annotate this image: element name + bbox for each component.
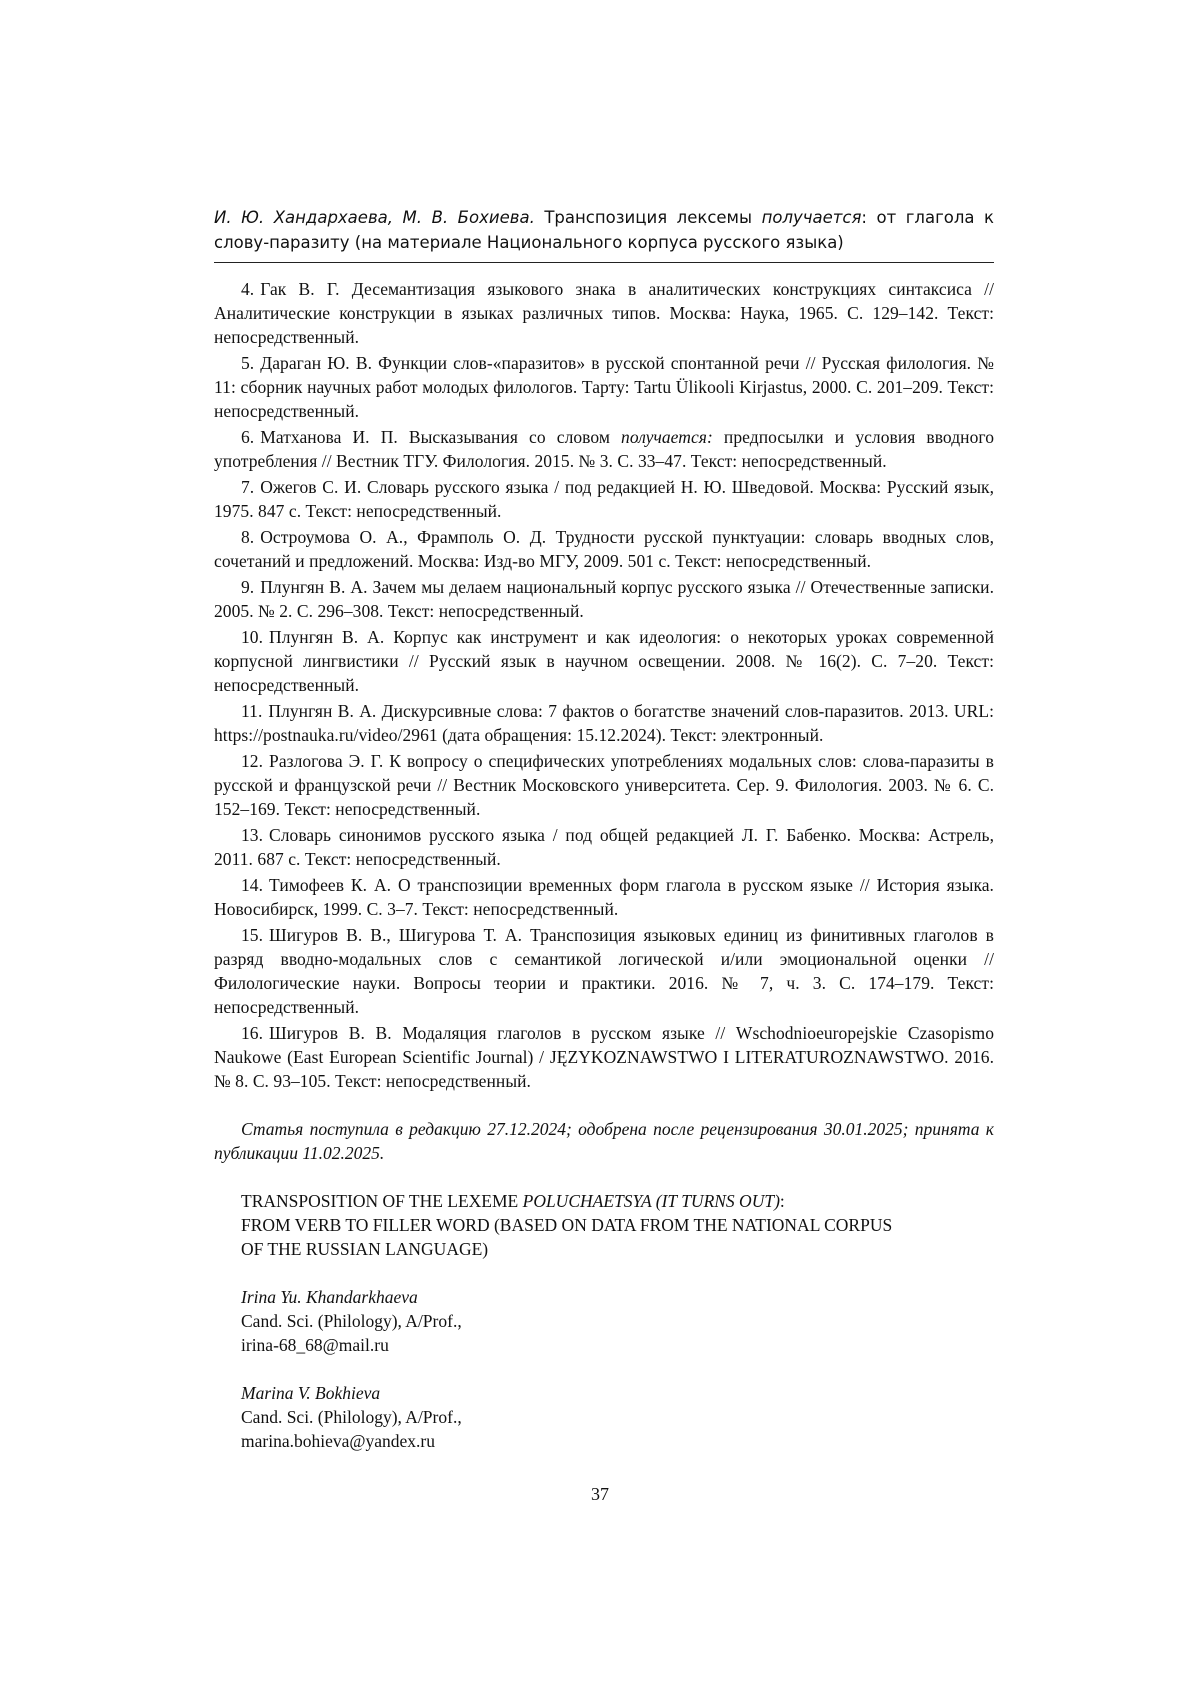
reference-number: 12. <box>241 751 263 771</box>
reference-item <box>214 699 994 747</box>
author-block <box>241 1285 994 1357</box>
reference-number: 16. <box>241 1023 263 1043</box>
reference-number: 14. <box>241 875 263 895</box>
author-name: Irina Yu. Khandarkhaeva <box>241 1285 994 1309</box>
reference-text: Тимофеев К. А. О транспозиции временных форм глагола в русском языке // История языка. Новосибирск, 1999. С. 3–7. Текст: непосредственный. <box>214 875 994 919</box>
reference-text: Дараган Ю. В. Функции слов-«паразитов» в русской спонтанной речи // Русская филология. № 11: сборник научных работ молодых филологов. Тарту: Tartu Ülikooli Kirjastus, 2000. С. 201–209. Текст: непосредственный. <box>214 353 994 421</box>
reference-item <box>214 823 994 871</box>
author-degree: Cand. Sci. (Philology), A/Prof., <box>241 1405 994 1429</box>
reference-text: предпосылки и условия вводного употребления // Вестник ТГУ. Филология. 2015. № 3. С. 33–47. Текст: непосредственный. <box>214 427 994 471</box>
running-header <box>214 205 994 255</box>
author-name: Marina V. Bokhieva <box>241 1381 994 1405</box>
header-authors: И. Ю. Хандархаева, М. В. Бохиева. <box>214 208 535 227</box>
reference-number: 6. <box>241 427 254 447</box>
header-title-part2: : от глагола к слову-паразиту (на материале Национального корпуса русского языка) <box>214 208 994 252</box>
reference-item <box>214 525 994 573</box>
header-title-part1: Транспозиция лексемы <box>535 208 762 227</box>
reference-number: 13. <box>241 825 263 845</box>
reference-item <box>214 749 994 821</box>
reference-item <box>214 625 994 697</box>
reference-text: Разлогова Э. Г. К вопросу о специфических употреблениях модальных слов: слова-паразиты в русской и французской речи // Вестник Московского университета. Сер. 9. Филология. 2003. № 6. С. 152–169. Текст: непосредственный. <box>214 751 994 819</box>
reference-italic-term: получается: <box>621 427 713 447</box>
english-title-line: FROM VERB TO FILLER WORD (BASED ON DATA FROM THE NATIONAL CORPUS <box>241 1213 994 1237</box>
reference-text: Шигуров В. В., Шигурова Т. А. Транспозиция языковых единиц из финитивных глаголов в разряд вводно-модальных слов с семантикой логической и/или эмоциональной оценки // Филологические науки. Вопросы теории и практики. 2016. № 7, ч. 3. С. 174–179. Текст: непосредственный. <box>214 925 994 1017</box>
english-title-colon: : <box>780 1191 785 1211</box>
reference-number: 7. <box>241 477 254 497</box>
reference-text: Плунгян В. А. Корпус как инструмент и как идеология: о некоторых уроках современной корпусной лингвистики // Русский язык в научном освещении. 2008. № 16(2). С. 7–20. Текст: непосредственный. <box>214 627 994 695</box>
reference-item <box>214 425 994 473</box>
english-abstract-block <box>214 1189 994 1453</box>
author-block <box>241 1381 994 1453</box>
reference-text: Матханова И. П. Высказывания со словом <box>260 427 621 447</box>
author-degree: Cand. Sci. (Philology), A/Prof., <box>241 1309 994 1333</box>
english-title-text: TRANSPOSITION OF THE LEXEME <box>241 1191 523 1211</box>
reference-item <box>214 923 994 1019</box>
english-title-line: OF THE RUSSIAN LANGUAGE) <box>241 1237 994 1261</box>
submission-note: Статья поступила в редакцию 27.12.2024; одобрена после рецензирования 30.01.2025; принята к публикации 11.02.2025. <box>214 1117 994 1165</box>
header-lexeme: получается <box>762 208 862 227</box>
reference-item <box>214 351 994 423</box>
reference-number: 15. <box>241 925 263 945</box>
reference-item <box>214 277 994 349</box>
reference-item <box>214 475 994 523</box>
page-content <box>214 205 994 1453</box>
reference-number: 9. <box>241 577 254 597</box>
reference-text: Гак В. Г. Десемантизация языкового знака в аналитических конструкциях синтаксиса // Аналитические конструкции в языках различных типов. Москва: Наука, 1965. С. 129–142. Текст: непосредственный. <box>214 279 994 347</box>
reference-text: Словарь синонимов русского языка / под общей редакцией Л. Г. Бабенко. Москва: Астрель, 2011. 687 с. Текст: непосредственный. <box>214 825 994 869</box>
author-email: irina-68_68@mail.ru <box>241 1333 994 1357</box>
reference-number: 4. <box>241 279 254 299</box>
reference-number: 10. <box>241 627 263 647</box>
reference-text: Остроумова О. А., Фрамполь О. Д. Трудности русской пунктуации: словарь вводных слов, сочетаний и предложений. Москва: Изд-во МГУ, 2009. 501 с. Текст: непосредственный. <box>214 527 994 571</box>
reference-text: Плунгян В. А. Дискурсивные слова: 7 фактов о богатстве значений слов-паразитов. 2013. URL: https://postnauka.ru/video/2961 (дата обращения: 15.12.2024). Текст: электронный. <box>214 701 994 745</box>
reference-list <box>214 277 994 1093</box>
reference-item <box>214 1021 994 1093</box>
header-divider <box>214 262 994 263</box>
author-email: marina.bohieva@yandex.ru <box>241 1429 994 1453</box>
english-title <box>241 1189 994 1261</box>
english-title-lexeme: POLUCHAETSYA (IT TURNS OUT) <box>523 1191 780 1211</box>
reference-number: 11. <box>241 701 262 721</box>
reference-text: Ожегов С. И. Словарь русского языка / под редакцией Н. Ю. Шведовой. Москва: Русский язык, 1975. 847 с. Текст: непосредственный. <box>214 477 994 521</box>
english-title-line <box>241 1189 994 1213</box>
reference-item <box>214 575 994 623</box>
reference-item <box>214 873 994 921</box>
reference-text: Плунгян В. А. Зачем мы делаем национальный корпус русского языка // Отечественные записки. 2005. № 2. С. 296–308. Текст: непосредственный. <box>214 577 994 621</box>
reference-text: Шигуров В. В. Модаляция глаголов в русском языке // Wschodnioeuropejskie Czasopismo Naukowe (East European Scientific Journal) / JĘZYKOZNAWSTWO I LITERATUROZNAWSTWO. 2016. № 8. С. 93–105. Текст: непосредственный. <box>214 1023 994 1091</box>
page-number: 37 <box>0 1484 1200 1505</box>
reference-number: 8. <box>241 527 254 547</box>
reference-number: 5. <box>241 353 254 373</box>
